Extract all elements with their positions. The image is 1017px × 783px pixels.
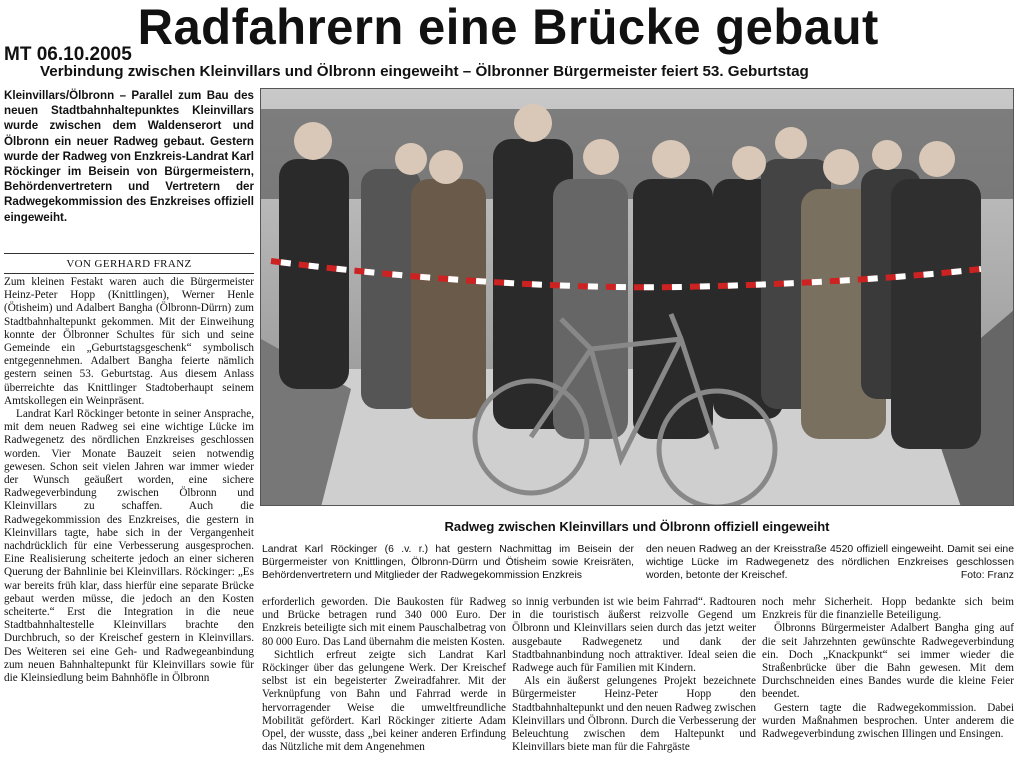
headline: Radfahrern eine Brücke gebaut: [137, 0, 880, 55]
caption-text-continued: [646, 543, 1014, 585]
photo-caption-title: Radweg zwischen Kleinvillars und Ölbronn offiziell eingeweiht: [444, 519, 830, 534]
paragraph: Landrat Karl Röckinger betonte in seiner Ansprache, mit dem neuen Radweg sei eine wichtige Lücke im Radwegenetz des nördlichen Enzkreises geschlossen worden. Vier Monate Bauzeit seien notwendig gewesen. Schon seit vielen Jahren war immer wieder der Wunsch geäußert worden, eine sichere Radwegeverbindung zwischen Ölbronn und Kleinvillars zu schaffen. Auch die Radwegekommission des Enzkreises, die gestern in Kleinvillars tagte, habe sich in der Vergangenheit nachdrücklich für eine Verbesserung ausgesprochen. Eine Realisierung scheiterte jedoch an einer sicheren Querung der Bahnlinie bei Kleinvillars. Röckinger: „Es war bereits früh klar, dass hierfür eine separate Brücke gebaut werden müsse, die jedoch an den Kosten scheiterte.“ Erst die Integration in die neue Stadtbahnhaltestelle Kleinvillars brachte den Durchbruch, so der Kreischef gestern in Kleinvillars. Des Weiteren sei eine Geh- und Radwegeanbindung zum neuen Bahnhaltepunkt für Kleinvillars sowie für die Kleinsiedlung beim Bahnhöfle in Ölbronn: [4, 408, 254, 685]
paragraph: Als ein äußerst gelungenes Projekt bezeichnete Bürgermeister Heinz-Peter Hopp den Stadtbahnhaltepunkt und den neuen Radweg zwischen Kleinvillars und Ölbronn. Durch die Verbesserung der Beleuchtung zwischen dem Haltepunkt und Kleinvillars biete man für die Fahrgäste: [512, 675, 756, 754]
photo-caption: [262, 543, 1014, 585]
caption-text: Landrat Karl Röckinger (6 .v. r.) hat gestern Nachmittag im Beisein der Bürgermeister von Knittlingen, Ölbronn-Dürrn und Ötisheim sowie Kreisräten, Behördenvertretern und Mitglieder der Radwegekommission Enzkreis: [262, 544, 634, 581]
news-photo: [260, 88, 1014, 506]
paragraph: Zum kleinen Festakt waren auch die Bürgermeister Heinz-Peter Hopp (Knittlingen), Werner Henle (Ötisheim) und Adalbert Bangha (Ölbronn-Dürrn) zum Stadtbahnhaltepunkt gekommen. Mit der Einweihung konnte der Ölbronner Schultes für sich und seine Gemeinde ein „Geburtstagsgeschenk“ symbolisch entgegennehmen. Adalbert Bangha feierte nämlich gestern seinen 53. Geburtstag. Aus diesem Anlass überreichte das Knittlinger Stadtoberhaupt seinem Amtskollegen ein Weinpräsent.: [4, 276, 254, 407]
paragraph: noch mehr Sicherheit. Hopp bedankte sich beim Enzkreis für die finanzielle Beteiligung.: [762, 596, 1014, 622]
article-column-3: [512, 596, 756, 783]
paragraph: erforderlich geworden. Die Baukosten für Radweg und Brücke betragen rund 340 000 Euro. Der Enzkreis beteiligte sich mit einem Pauschalbetrag von 80 000 Euro. Das Land übernahm die meisten Kosten.: [262, 596, 506, 648]
paragraph: so innig verbunden ist wie beim Fahrrad“. Radtouren in die touristisch äußerst reizvolle Gegend um Ölbronn und Kleinvillars seien durch das jetzt weiter ausgebaute Radwegenetz und dank der Stadtbahnanbindung noch attraktiver. Ideal seien die Radwege auch für Familien mit Kindern.: [512, 596, 756, 675]
article-column-4: [762, 596, 1014, 783]
paragraph: Ölbronns Bürgermeister Adalbert Bangha ging auf die seit Jahrzehnten gewünschte Radwegeverbindung ein. Doch „Knackpunkt“ sei immer wieder die Straßenbrücke über die Bahn gewesen. Mit dem Durchschneiden eines Bandes wurde die kleine Feier beendet.: [762, 622, 1014, 701]
byline: VON GERHARD FRANZ: [66, 258, 192, 270]
photo-credit: Foto: Franz: [960, 570, 1014, 581]
photo-illustration: [261, 89, 1014, 506]
article-column-1: [4, 276, 254, 783]
divider: [4, 253, 254, 254]
article-column-2: [262, 596, 506, 783]
caption-text: den neuen Radweg an der Kreisstraße 4520 offiziell eingeweiht. Damit sei eine wichtige Lücke im Radwegenetz des nördlichen Enzkreises geschlossen worden, betonte der Kreischef.: [646, 544, 1014, 581]
lead-paragraph: Kleinvillars/Ölbronn – Parallel zum Bau des neuen Stadtbahnhaltepunktes Kleinvillars wurde zwischen dem Waldenserort und Ölbronn ein neuer Radweg gebaut. Gestern wurde der Radweg von Enzkreis-Landrat Karl Röckinger im Beisein von Bürgermeistern, Behördenvertretern und Vertretern der Radwegekommission des Enzkreises offiziell eingeweiht.: [4, 89, 254, 224]
dateline: MT 06.10.2005: [4, 44, 132, 65]
divider: [4, 273, 254, 274]
paragraph: Gestern tagte die Radwegekommission. Dabei wurden Maßnahmen besprochen. Unter anderem die Radwegeverbindung zwischen Illingen und Ensingen.: [762, 701, 1014, 741]
subheadline: Verbindung zwischen Kleinvillars und Ölbronn eingeweiht – Ölbronner Bürgermeister feiert 53. Geburtstag: [40, 63, 809, 80]
paragraph: Sichtlich erfreut zeigte sich Landrat Karl Röckinger über das gelungene Werk. Der Kreischef selbst ist ein begeisterter Zweiradfahrer. Mit der Verknüpfung von Bahn und Fahrrad werde in hervorragender Weise die umweltfreundliche Mobilität gefördert. Karl Röckinger zitierte Adam Opel, der wusste, dass „bei keiner anderen Erfindung das Nützliche mit dem Angenehmen: [262, 648, 506, 754]
